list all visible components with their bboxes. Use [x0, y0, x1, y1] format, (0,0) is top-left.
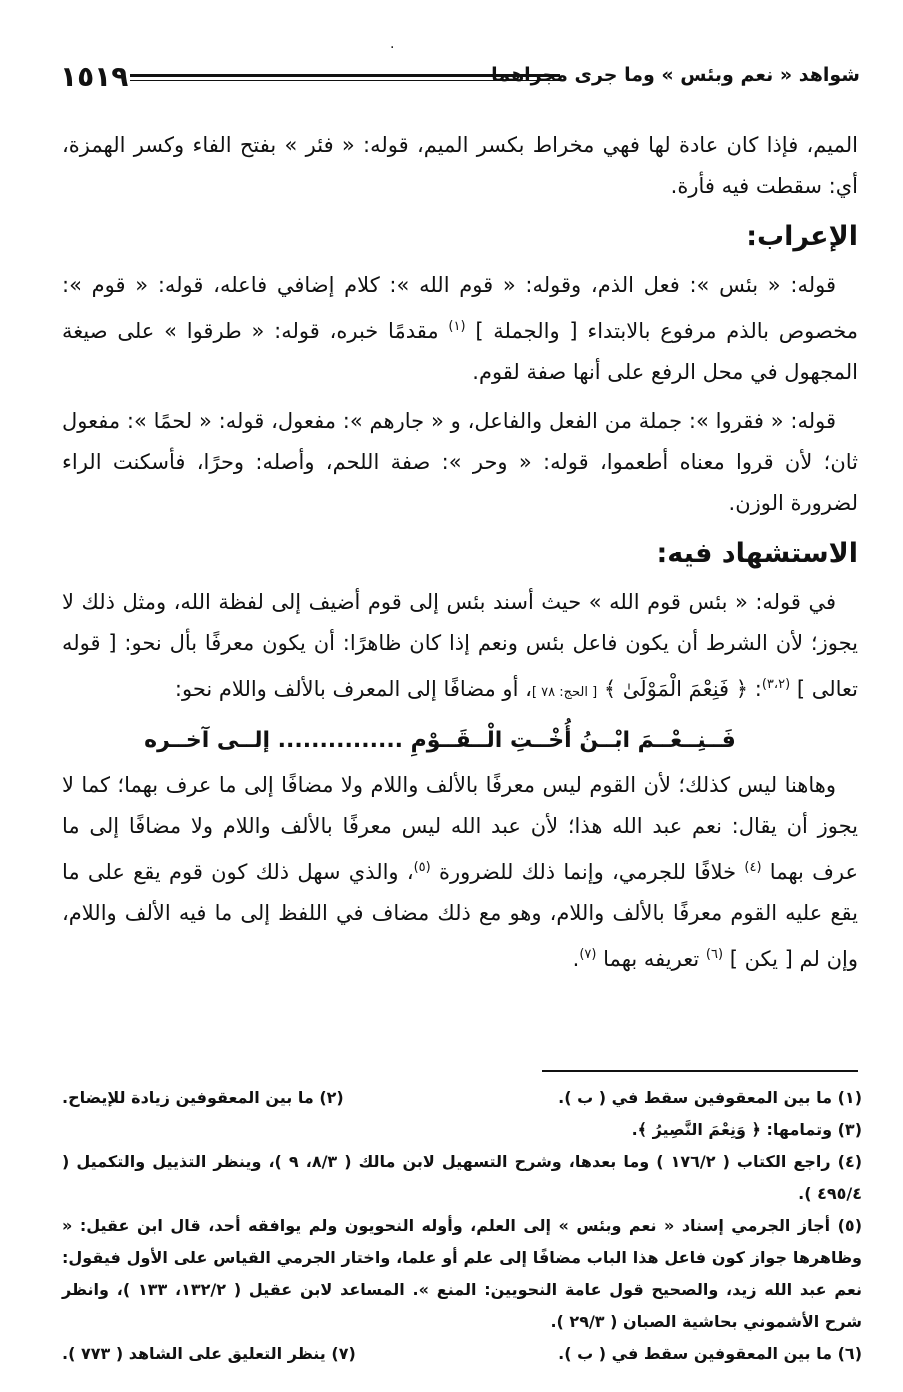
- footnote-row-6-7: [62, 1338, 862, 1370]
- quran-quote: : ﴿ فَنِعْمَ الْمَوْلَىٰ ﴾: [603, 677, 762, 701]
- paragraph-5-text-d: تعريفه بهما: [603, 947, 700, 971]
- footnote-ref-2-3: (٣،٢): [761, 677, 791, 692]
- paragraph-4-text-a: في قوله: « بئس قوم الله » حيث أسند بئس إلى قوم أضيف إلى لفظة الله، ومثل ذلك لا يجوز؛ لأن الشرط أن يكون فاعل بئس ونعم إذا كان ظاهرًا: أن يكون معرفًا بأل نحو: [ قوله تعالى ]: [62, 590, 858, 701]
- footnote-3: (٣) وتمامها: ﴿ وَنِعْمَ النَّصِيرُ ﴾.: [631, 1120, 862, 1139]
- paragraph-2-text-a: قوله: « بئس »: فعل الذم، وقوله: « قوم الله »: كلام إضافي فاعله، قوله: « قوم »: مخصوص بالذم مرفوع بالابتداء [ والجملة ]: [62, 273, 858, 343]
- paragraph-4: [62, 582, 858, 713]
- section-heading-irab: الإعراب:: [746, 221, 858, 252]
- page-number: ١٥١٩: [60, 60, 129, 93]
- footnote-4: (٤) راجع الكتاب ( ١٧٦/٢ ) وما بعدها، وشرح التسهيل لابن مالك ( ٨/٣، ٩ )، وينظر التذييل والتكميل ( ٤٩٥/٤ ).: [62, 1152, 863, 1203]
- quran-reference: [ الحج: ٧٨ ]: [531, 685, 598, 700]
- footnote-row-1-2: [62, 1082, 862, 1114]
- paragraph-1: الميم، فإذا كان عادة لها فهي مخراط بكسر الميم، قوله: « فئر » بفتح الفاء وكسر الهمزة، أي: سقطت فيه فأرة.: [62, 133, 858, 198]
- ink-dot: ·: [390, 40, 395, 56]
- footnote-1: (١) ما بين المعقوفين سقط في ( ب ).: [558, 1088, 862, 1107]
- paragraph-2: [62, 265, 858, 393]
- footnote-ref-7: (٧): [579, 947, 597, 962]
- footnote-ref-1: (١): [448, 319, 466, 334]
- footnote-ref-6: (٦): [705, 947, 724, 962]
- footnote-7: (٧) ينظر التعليق على الشاهد ( ٧٧٣ ).: [62, 1344, 356, 1363]
- poetry-verse: فَــنِــعْــمَ ابْــنُ أُخْــتِ الْــقَــوْمِ ............... إلــى آخــره: [144, 728, 736, 753]
- running-title: شواهد « نعم وبئس » وما جرى مجراهما: [491, 64, 860, 86]
- main-text: [62, 125, 858, 988]
- paragraph-5: [62, 765, 858, 980]
- paragraph-4-text-b: ، أو مضافًا إلى المعرف بالألف واللام نحو:: [174, 677, 532, 701]
- footnote-2: (٢) ما بين المعقوفين زيادة للإيضاح.: [62, 1088, 344, 1107]
- footnote-ref-4: (٤): [744, 860, 762, 875]
- paragraph-5-text-b: خلافًا للجرمي، وإنما ذلك للضرورة: [438, 860, 737, 884]
- page-header: [60, 58, 860, 94]
- paragraph-5-text-e: .: [572, 947, 580, 971]
- footnote-ref-5: (٥): [413, 860, 431, 875]
- footnote-rule: [542, 1070, 858, 1072]
- paragraph-5-text-a: وهاهنا ليس كذلك؛ لأن القوم ليس معرفًا بالألف واللام ولا مضافًا إلى ما عرف بهما؛ كما لا يجوز أن يقال: نعم عبد الله هذا؛ لأن عبد الله ليس معرفًا بالألف واللام ولا مضافًا إلى ما عرف بهما: [62, 773, 858, 884]
- footnote-6: (٦) ما بين المعقوفين سقط في ( ب ).: [558, 1344, 862, 1363]
- footnotes: [62, 1082, 862, 1370]
- paragraph-2-text-b: مقدمًا خبره، قوله: « طرقوا » على صيغة المجهول في محل الرفع على أنها صفة لقوم.: [62, 319, 858, 384]
- paragraph-5-text-c: ، والذي سهل ذلك كون قوم يقع على ما يقع عليه القوم معرفًا بالألف واللام، وهو مع ذلك مضاف في اللفظ إلى ما فيه الألف واللام، وإن لم [ يكن ]: [62, 860, 858, 971]
- paragraph-3: قوله: « فقروا »: جملة من الفعل والفاعل، و « جارهم »: مفعول، قوله: « لحمًا »: مفعول ثان؛ لأن قروا معناه أطعموا، قوله: « وحر »: صفة اللحم، وأصله: وحرًا، فأسكنت الراء لضرورة الوزن.: [62, 409, 858, 515]
- section-heading-istishhad: الاستشهاد فيه:: [656, 538, 858, 569]
- footnote-5: (٥) أجاز الجرمي إسناد « نعم وبئس » إلى العلم، وأوله النحويون ولم يوافقه أحد، قال ابن عقيل: « وظاهرها جواز كون فاعل هذا الباب مضافًا إلى علم أو علما، واختار الجرمي القياس على الأول فيقول: نعم عبد الله زيد، والصحيح قول عامة النحويين: المنع ». المساعد لابن عقيل ( ١٣٢/٢، ١٣٣ )، وانظر شرح الأشموني بحاشية الصبان ( ٢٩/٣ ).: [62, 1216, 862, 1331]
